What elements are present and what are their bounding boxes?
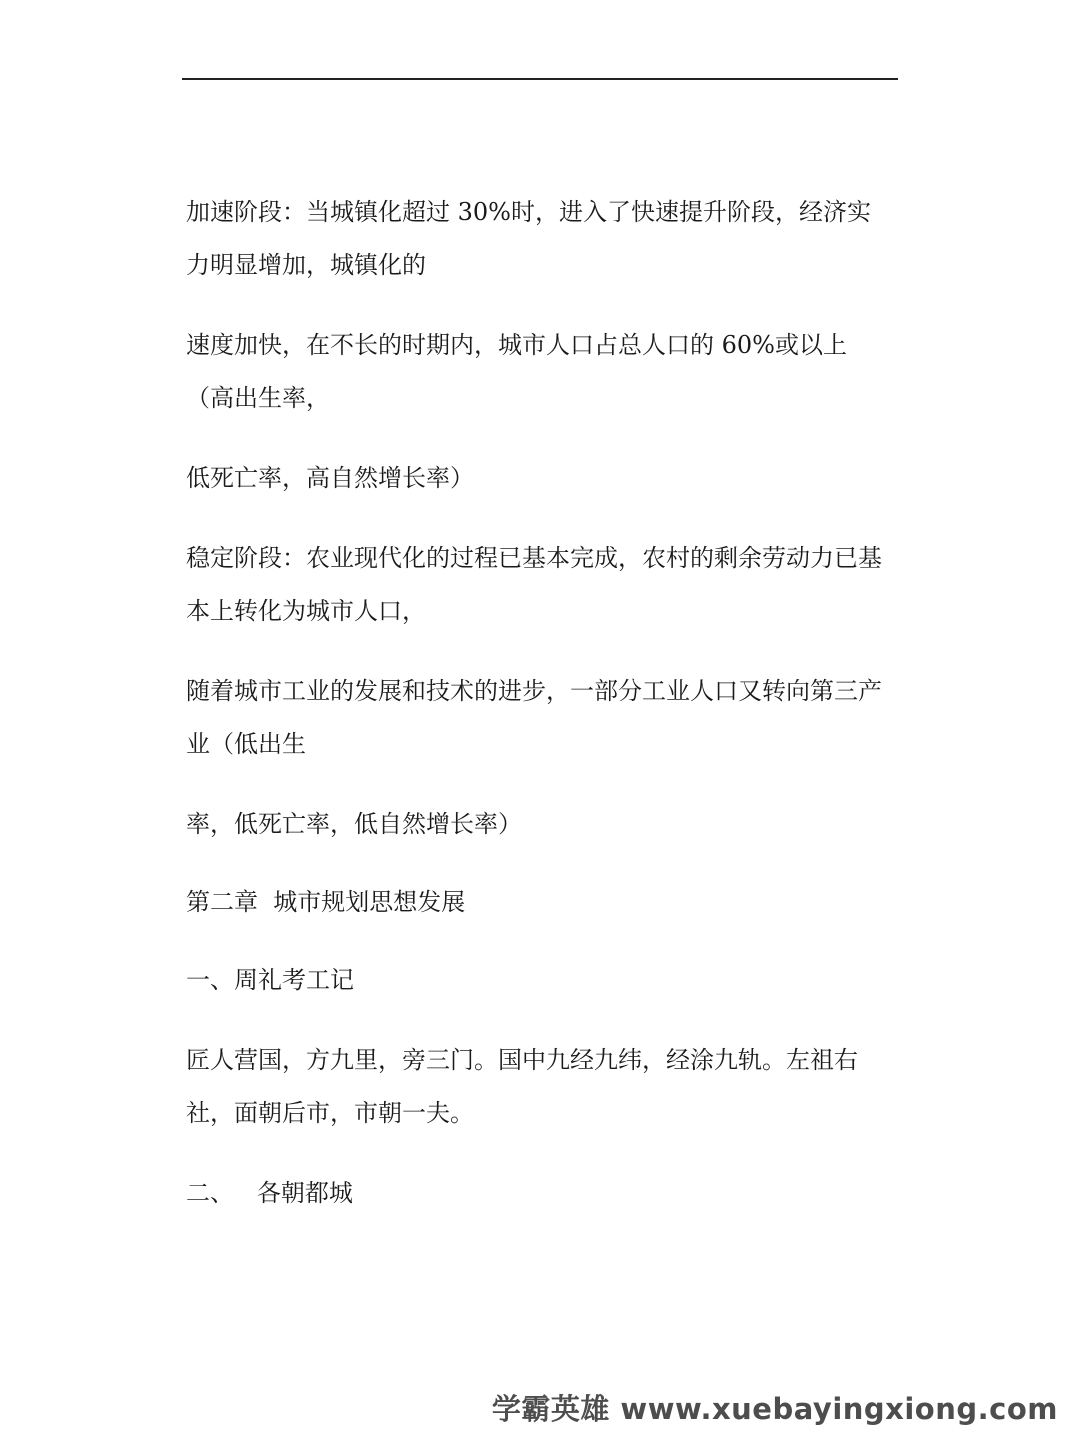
section-heading-zhouli: 一、周礼考工记 <box>186 966 354 994</box>
paragraph-acceleration-speed: 速度加快，在不长的时期内，城市人口占总人口的 60%或以上（高出生率， <box>186 331 847 412</box>
section-heading-capitals: 二、 各朝都城 <box>186 1179 353 1207</box>
paragraph-stable-stage: 稳定阶段：农业现代化的过程已基本完成，农村的剩余劳动力已基本上转化为城市人口， <box>186 544 882 625</box>
paragraph-acceleration-rates: 低死亡率，高自然增长率） <box>186 464 474 492</box>
paragraph-stable-rates: 率，低死亡率，低自然增长率） <box>186 810 522 838</box>
chapter-heading: 第二章 城市规划思想发展 <box>186 888 466 916</box>
watermark-text: 学霸英雄 www.xuebayingxiong.com <box>491 1392 1058 1426</box>
header-divider <box>182 78 898 80</box>
document-body <box>186 186 886 1220</box>
paragraph-zhouli-quote: 匠人营国，方九里，旁三门。国中九经九纬，经涂九轨。左祖右社，面朝后市，市朝一夫。 <box>186 1046 858 1127</box>
paragraph-acceleration-stage: 加速阶段：当城镇化超过 30%时，进入了快速提升阶段，经济实力明显增加，城镇化的 <box>186 198 871 279</box>
paragraph-stable-industry: 随着城市工业的发展和技术的进步，一部分工业人口又转向第三产业（低出生 <box>186 677 882 758</box>
